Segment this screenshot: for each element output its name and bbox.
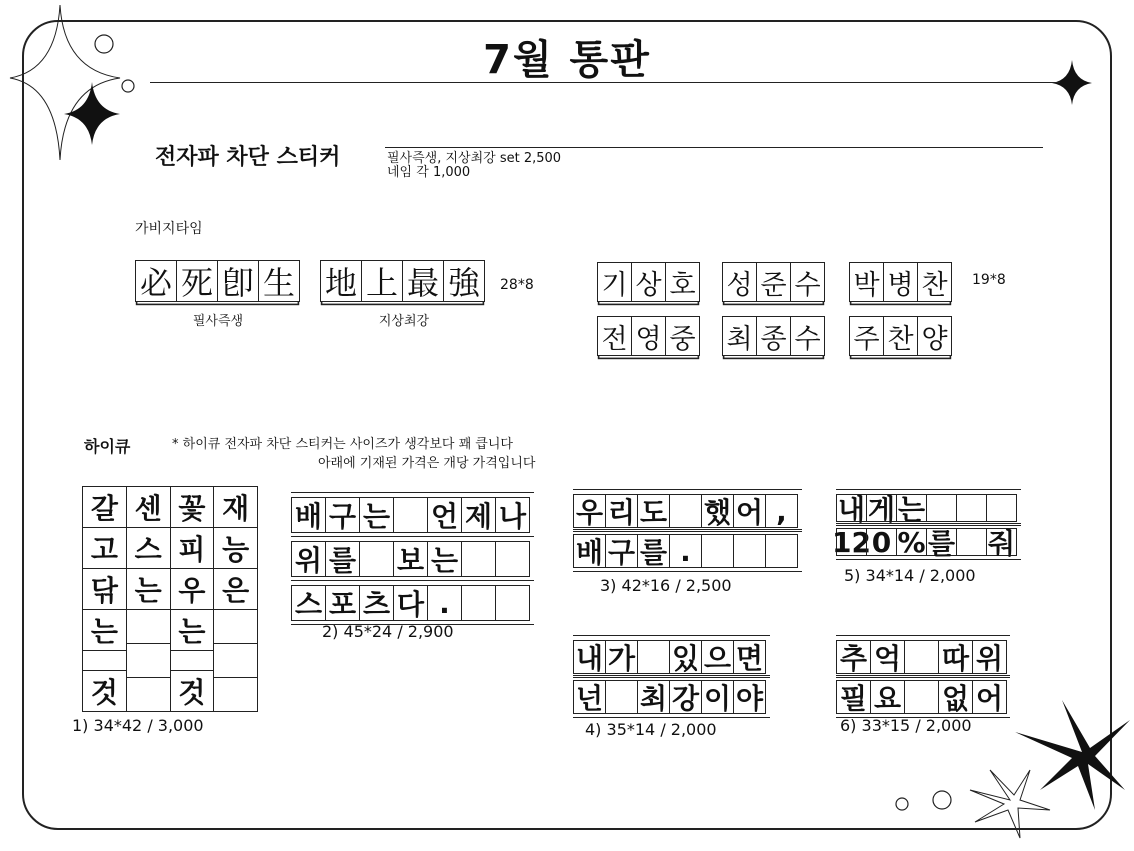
- sticker-char: [904, 641, 938, 673]
- ruling-line: [573, 675, 770, 676]
- hanja-caption-1: 필사즉생: [192, 314, 244, 329]
- name-char: 상: [631, 263, 665, 301]
- sticker-char: 스: [294, 588, 323, 621]
- section-title-emf: 전자파 차단 스티커: [155, 145, 341, 170]
- sticker-char: 야: [733, 681, 765, 713]
- sticker-char: [359, 542, 393, 576]
- name-char: 박: [853, 269, 880, 301]
- haikyu-caption-3: 3) 42*16 / 2,500: [600, 576, 732, 595]
- hanja-char: 卽: [217, 261, 258, 301]
- name-char: 최: [726, 323, 753, 355]
- name-sticker: [722, 262, 825, 302]
- hanja-size: 28*8: [500, 277, 534, 293]
- sticker-char: [127, 643, 170, 677]
- sticker-char: [461, 586, 495, 620]
- sticker-row: [836, 640, 1007, 674]
- sticker-char: 것: [171, 670, 214, 711]
- hanja-sticker-1: [135, 260, 300, 302]
- sticker-char: 는: [127, 568, 170, 609]
- name-char: 전: [601, 323, 628, 355]
- hanja-char: 生: [258, 261, 299, 301]
- hanja-char: 地: [324, 264, 357, 302]
- sticker-char: [127, 677, 170, 711]
- sticker-char: 는: [83, 609, 126, 650]
- title-divider: [150, 82, 1060, 83]
- sticker-char: 필: [839, 682, 868, 715]
- name-sticker: [597, 262, 700, 302]
- sticker-row: [573, 494, 798, 528]
- sticker-row: [836, 680, 1007, 714]
- sticker-char: 12: [832, 525, 871, 559]
- sticker-char: %: [897, 525, 926, 559]
- sticker-char: 를: [637, 535, 669, 567]
- sticker-char: 따: [938, 641, 972, 673]
- sticker-char: 피: [171, 527, 214, 568]
- name-char: 찬: [883, 317, 917, 355]
- sticker-char: 내: [837, 493, 866, 526]
- sticker-char: .: [669, 535, 701, 567]
- sticker-char: 없: [938, 681, 972, 713]
- sticker-char: 츠: [359, 586, 393, 620]
- name-char: 영: [631, 317, 665, 355]
- ruling-line: [291, 536, 534, 537]
- sparkle-filled-icon: [64, 82, 120, 145]
- ruling-line: [573, 571, 802, 572]
- sticker-char: 우: [171, 568, 214, 609]
- ruling-line: [836, 559, 1021, 560]
- sticker-char: 제: [461, 498, 495, 532]
- sticker-char: 가: [605, 641, 637, 673]
- sticker-char: 구: [605, 535, 637, 567]
- sticker-char: [701, 535, 733, 567]
- sticker-char: 갈: [90, 492, 118, 525]
- sticker-char: 위: [972, 641, 1006, 673]
- burst-filled-icon: [1015, 700, 1130, 810]
- sticker-char: 를: [927, 527, 956, 560]
- sticker-char: 강: [669, 681, 701, 713]
- hanja-char: 強: [443, 261, 484, 301]
- sticker-char: 꽃: [178, 492, 206, 525]
- sticker-row: [291, 541, 530, 577]
- sticker-char: [956, 529, 986, 555]
- sticker-column: [170, 487, 214, 711]
- sticker-row: [573, 640, 766, 674]
- sticker-char: 능: [214, 527, 257, 568]
- sticker-char: [214, 609, 257, 643]
- sticker-char: [495, 586, 529, 620]
- sticker-column: [83, 487, 126, 711]
- sticker-row: [836, 493, 1017, 526]
- haikyu-caption-5: 5) 34*14 / 2,000: [844, 566, 976, 585]
- sticker-row: [573, 534, 798, 568]
- sticker-char: 스: [127, 527, 170, 568]
- sticker-char: [461, 542, 495, 576]
- sticker-char: 이: [701, 681, 733, 713]
- ruling-line: [573, 489, 802, 490]
- ruling-line: [836, 675, 1010, 676]
- price-line-name: 네임 각 1,000: [387, 165, 471, 180]
- sticker-char: [214, 677, 257, 711]
- sticker-char: [904, 681, 938, 713]
- sticker-char: [926, 495, 956, 521]
- sticker-char: 는: [427, 542, 461, 576]
- name-char: 종: [756, 317, 790, 355]
- sticker-char: 재: [222, 492, 250, 525]
- name-sticker: [849, 316, 952, 356]
- name-char: 주: [853, 323, 880, 355]
- sticker-char: 우: [575, 496, 604, 529]
- haikyu-caption-4: 4) 35*14 / 2,000: [585, 720, 717, 739]
- page-title: 7월 통판: [483, 37, 651, 83]
- sticker-char: 게: [867, 493, 896, 526]
- sticker-char: 면: [733, 641, 765, 673]
- section-divider: [385, 147, 1043, 148]
- sticker-char: 추: [839, 642, 868, 675]
- ruling-line: [573, 635, 770, 636]
- sticker-char: [669, 495, 701, 527]
- name-sticker: [722, 316, 825, 356]
- sticker-char: 내: [575, 642, 604, 675]
- sticker-char: [733, 535, 765, 567]
- sticker-char: 으: [701, 641, 733, 673]
- sticker-char: 포: [325, 586, 359, 620]
- sticker-char: [765, 535, 797, 567]
- name-char: 수: [790, 263, 824, 301]
- sticker-char: 것: [83, 670, 126, 711]
- name-char: 호: [665, 263, 699, 301]
- sticker-char: 줘: [987, 527, 1016, 560]
- sticker-char: 도: [637, 495, 669, 527]
- sticker-char: [956, 495, 986, 521]
- name-size: 19*8: [972, 272, 1006, 288]
- sticker-row: [573, 680, 766, 714]
- sticker-char: [605, 681, 637, 713]
- ruling-line: [291, 580, 534, 581]
- ruling-line: [291, 492, 534, 493]
- sticker-char: 했: [701, 495, 733, 527]
- sticker-char: 는: [359, 498, 393, 532]
- sticker-char: 어: [733, 495, 765, 527]
- hanja-char: 死: [176, 261, 217, 301]
- name-char: 양: [917, 317, 951, 355]
- burst-outline-icon: [970, 770, 1050, 838]
- ruling-line: [573, 529, 802, 530]
- name-char: 성: [726, 269, 753, 301]
- sticker-char: 고: [83, 527, 126, 568]
- sticker-char: 는: [171, 609, 214, 650]
- haikyu-sticker-1: [82, 486, 258, 712]
- ruling-line: [573, 717, 770, 718]
- sticker-row: [291, 497, 530, 533]
- sticker-char: [127, 609, 170, 643]
- sticker-row: [291, 585, 530, 621]
- sticker-char: .: [427, 586, 461, 620]
- price-line-set: 필사즉생, 지상최강 set 2,500: [387, 151, 562, 166]
- sticker-char: 나: [495, 498, 529, 532]
- sticker-char: 구: [325, 498, 359, 532]
- haikyu-caption-6: 6) 33*15 / 2,000: [840, 716, 972, 735]
- ruling-line: [836, 489, 1021, 490]
- name-char: 준: [756, 263, 790, 301]
- sticker-char: [171, 650, 214, 670]
- sticker-char: 0: [866, 529, 896, 555]
- sticker-char: ,: [765, 495, 797, 527]
- sticker-char: 은: [214, 568, 257, 609]
- sticker-char: [393, 498, 427, 532]
- sticker-column: [213, 487, 257, 711]
- haikyu-note-1: * 하이큐 전자파 차단 스티커는 사이즈가 생각보다 꽤 큽니다: [172, 437, 513, 452]
- sticker-char: 넌: [575, 682, 604, 715]
- name-char: 찬: [917, 263, 951, 301]
- sticker-char: 배: [575, 536, 604, 569]
- circle-icon: [933, 791, 951, 809]
- sticker-char: 요: [870, 681, 904, 713]
- sticker-char: [495, 542, 529, 576]
- sticker-char: 는: [897, 493, 926, 526]
- name-char: 중: [665, 317, 699, 355]
- ruling-line: [836, 635, 1010, 636]
- hanja-char: 必: [139, 264, 172, 302]
- sticker-char: 닦: [83, 568, 126, 609]
- name-char: 병: [883, 263, 917, 301]
- haikyu-caption-1: 1) 34*42 / 3,000: [72, 716, 204, 735]
- hanja-char: 最: [402, 261, 443, 301]
- sticker-char: 최: [637, 681, 669, 713]
- sticker-char: 억: [870, 641, 904, 673]
- name-sticker: [849, 262, 952, 302]
- sticker-char: [83, 650, 126, 670]
- sticker-char: 를: [325, 542, 359, 576]
- haikyu-caption-2: 2) 45*24 / 2,900: [322, 622, 454, 641]
- name-char: 수: [790, 317, 824, 355]
- sticker-row: [832, 525, 1017, 560]
- haikyu-note-2: 아래에 기재된 가격은 개당 가격입니다: [318, 456, 536, 471]
- sticker-char: [986, 495, 1016, 521]
- sticker-column: [126, 487, 170, 711]
- sticker-char: 언: [427, 498, 461, 532]
- circle-icon: [896, 798, 908, 810]
- name-char: 기: [601, 269, 628, 301]
- sticker-char: 보: [393, 542, 427, 576]
- sticker-char: 다: [393, 586, 427, 620]
- sticker-char: [214, 643, 257, 677]
- ruling-line: [836, 523, 1021, 524]
- sticker-char: 리: [605, 495, 637, 527]
- sticker-char: 위: [294, 544, 323, 577]
- sticker-char: 어: [972, 681, 1006, 713]
- name-sticker: [597, 316, 700, 356]
- hanja-char: 上: [361, 261, 402, 301]
- sticker-char: [637, 641, 669, 673]
- sticker-char: 있: [669, 641, 701, 673]
- hanja-sticker-2: [320, 260, 485, 302]
- gabiji-label: 가비지타임: [135, 221, 203, 237]
- sticker-char: 배: [294, 500, 323, 533]
- sticker-char: 센: [134, 492, 162, 525]
- section-title-haikyu: 하이큐: [84, 437, 131, 456]
- hanja-caption-2: 지상최강: [378, 314, 430, 329]
